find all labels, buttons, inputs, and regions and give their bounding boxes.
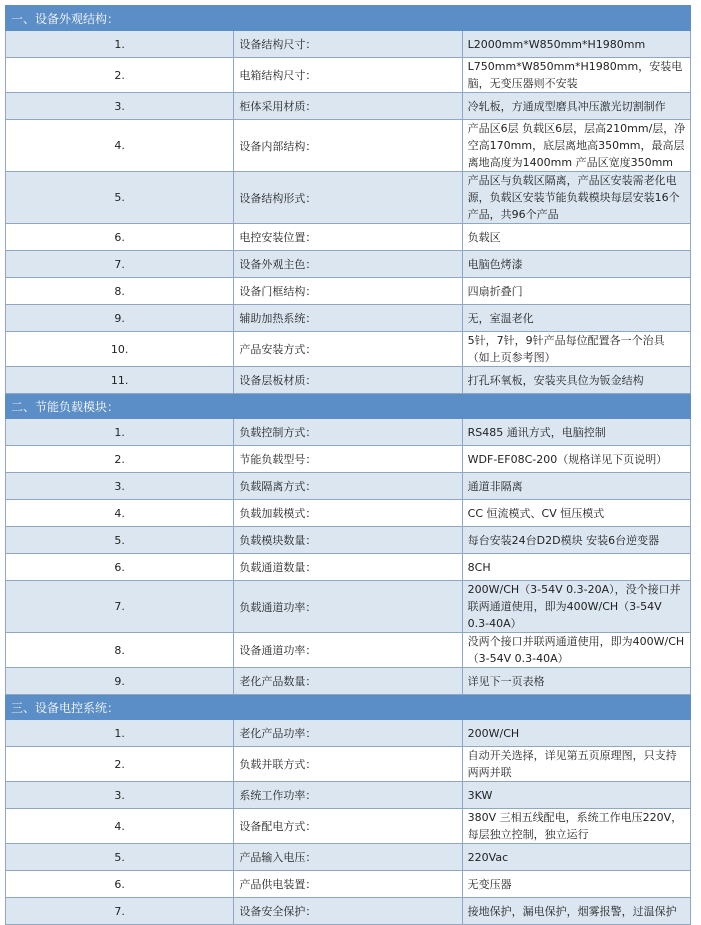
row-number: 6. xyxy=(6,224,234,251)
row-label: 老化产品数量： xyxy=(234,668,462,695)
row-value: 打孔环氧板，安装夹具位为钣金结构 xyxy=(462,367,690,394)
row-value: 220Vac xyxy=(462,844,690,871)
table-row xyxy=(6,500,691,527)
table-row xyxy=(6,871,691,898)
row-value: L2000mm*W850mm*H1980mm xyxy=(462,31,690,58)
row-number: 2. xyxy=(6,58,234,93)
row-value: 接地保护，漏电保护，烟雾报警，过温保护 xyxy=(462,898,690,925)
section-header xyxy=(6,6,691,31)
row-label: 负载隔离方式： xyxy=(234,473,462,500)
row-number: 1. xyxy=(6,720,234,747)
row-value: 没两个接口并联两通道使用，即为400W/CH（3-54V 0.3-40A） xyxy=(462,633,690,668)
row-number: 1. xyxy=(6,419,234,446)
table-row xyxy=(6,473,691,500)
row-number: 3. xyxy=(6,473,234,500)
row-value: 产品区与负载区隔离，产品区安装需老化电源，负载区安装节能负载模块每层安装16个产品，共96个产品 xyxy=(462,172,690,224)
row-number: 5. xyxy=(6,172,234,224)
row-number: 7. xyxy=(6,898,234,925)
row-number: 5. xyxy=(6,844,234,871)
table-row xyxy=(6,93,691,120)
row-value: 3KW xyxy=(462,782,690,809)
row-value: 四扇折叠门 xyxy=(462,278,690,305)
row-label: 负载控制方式： xyxy=(234,419,462,446)
row-label: 负载通道数量： xyxy=(234,554,462,581)
row-number: 1. xyxy=(6,31,234,58)
row-label: 电箱结构尺寸： xyxy=(234,58,462,93)
table-row xyxy=(6,31,691,58)
table-row xyxy=(6,668,691,695)
row-value: WDF-EF08C-200（规格详见下页说明） xyxy=(462,446,690,473)
row-value: 产品区6层 负载区6层，层高210mm/层，净空高170mm，底层离地高350mm，最高层离地高度为1400mm 产品区宽度350mm xyxy=(462,120,690,172)
row-label: 设备层板材质： xyxy=(234,367,462,394)
row-value: 8CH xyxy=(462,554,690,581)
table-row xyxy=(6,633,691,668)
row-label: 设备配电方式： xyxy=(234,809,462,844)
table-row xyxy=(6,720,691,747)
row-number: 10. xyxy=(6,332,234,367)
row-number: 7. xyxy=(6,251,234,278)
spec-table xyxy=(5,5,691,925)
row-label: 产品输入电压： xyxy=(234,844,462,871)
table-row xyxy=(6,844,691,871)
section-title: 一、设备外观结构： xyxy=(6,6,691,31)
row-label: 负载加载模式： xyxy=(234,500,462,527)
table-row xyxy=(6,58,691,93)
row-label: 老化产品功率： xyxy=(234,720,462,747)
row-label: 辅助加热系统： xyxy=(234,305,462,332)
spec-table-body xyxy=(6,6,691,925)
table-row xyxy=(6,747,691,782)
row-value: 5针，7针，9针产品每位配置各一个治具（如上页参考图） xyxy=(462,332,690,367)
row-label: 节能负载型号： xyxy=(234,446,462,473)
row-label: 柜体采用材质： xyxy=(234,93,462,120)
row-value: 200W/CH（3-54V 0.3-20A），没个接口并联两通道使用，即为400W/CH（3-54V 0.3-40A） xyxy=(462,581,690,633)
row-number: 4. xyxy=(6,120,234,172)
row-label: 设备门框结构： xyxy=(234,278,462,305)
row-label: 设备安全保护： xyxy=(234,898,462,925)
table-row xyxy=(6,898,691,925)
table-row xyxy=(6,809,691,844)
row-label: 负载模块数量： xyxy=(234,527,462,554)
table-row xyxy=(6,172,691,224)
row-value: L750mm*W850mm*H1980mm，安装电脑，无变压器则不安装 xyxy=(462,58,690,93)
row-label: 负载并联方式： xyxy=(234,747,462,782)
row-value: 无，室温老化 xyxy=(462,305,690,332)
row-label: 电控安装位置： xyxy=(234,224,462,251)
row-label: 设备通道功率： xyxy=(234,633,462,668)
row-value: CC 恒流模式、CV 恒压模式 xyxy=(462,500,690,527)
table-row xyxy=(6,251,691,278)
row-value: 负载区 xyxy=(462,224,690,251)
row-number: 2. xyxy=(6,446,234,473)
row-value: 200W/CH xyxy=(462,720,690,747)
section-title: 三、设备电控系统： xyxy=(6,695,691,720)
row-label: 负载通道功率： xyxy=(234,581,462,633)
section-title: 二、节能负载模块： xyxy=(6,394,691,419)
row-number: 6. xyxy=(6,871,234,898)
row-number: 8. xyxy=(6,278,234,305)
table-row xyxy=(6,527,691,554)
row-number: 6. xyxy=(6,554,234,581)
row-number: 11. xyxy=(6,367,234,394)
row-value: 自动开关选择，详见第五页原理图，只支持两两并联 xyxy=(462,747,690,782)
row-value: 冷轧板，方通成型磨具冲压激光切割制作 xyxy=(462,93,690,120)
row-label: 设备结构尺寸： xyxy=(234,31,462,58)
row-label: 设备内部结构： xyxy=(234,120,462,172)
row-number: 2. xyxy=(6,747,234,782)
spec-table-container xyxy=(5,5,692,925)
table-row xyxy=(6,278,691,305)
row-number: 9. xyxy=(6,305,234,332)
row-label: 系统工作功率： xyxy=(234,782,462,809)
table-row xyxy=(6,446,691,473)
table-row xyxy=(6,367,691,394)
table-row xyxy=(6,419,691,446)
row-label: 设备结构形式： xyxy=(234,172,462,224)
row-number: 9. xyxy=(6,668,234,695)
table-row xyxy=(6,782,691,809)
row-value: RS485 通讯方式，电脑控制 xyxy=(462,419,690,446)
table-row xyxy=(6,305,691,332)
table-row xyxy=(6,224,691,251)
row-number: 8. xyxy=(6,633,234,668)
row-number: 3. xyxy=(6,93,234,120)
row-label: 产品供电装置： xyxy=(234,871,462,898)
row-label: 产品安装方式： xyxy=(234,332,462,367)
row-number: 5. xyxy=(6,527,234,554)
row-value: 380V 三相五线配电，系统工作电压220V，每层独立控制，独立运行 xyxy=(462,809,690,844)
row-number: 7. xyxy=(6,581,234,633)
table-row xyxy=(6,120,691,172)
row-number: 4. xyxy=(6,500,234,527)
row-number: 4. xyxy=(6,809,234,844)
row-number: 3. xyxy=(6,782,234,809)
section-header xyxy=(6,394,691,419)
table-row xyxy=(6,554,691,581)
row-value: 无变压器 xyxy=(462,871,690,898)
section-header xyxy=(6,695,691,720)
row-label: 设备外观主色： xyxy=(234,251,462,278)
row-value: 详见下一页表格 xyxy=(462,668,690,695)
row-value: 每台安装24台D2D模块 安装6台逆变器 xyxy=(462,527,690,554)
table-row xyxy=(6,581,691,633)
row-value: 电脑色烤漆 xyxy=(462,251,690,278)
row-value: 通道非隔离 xyxy=(462,473,690,500)
table-row xyxy=(6,332,691,367)
